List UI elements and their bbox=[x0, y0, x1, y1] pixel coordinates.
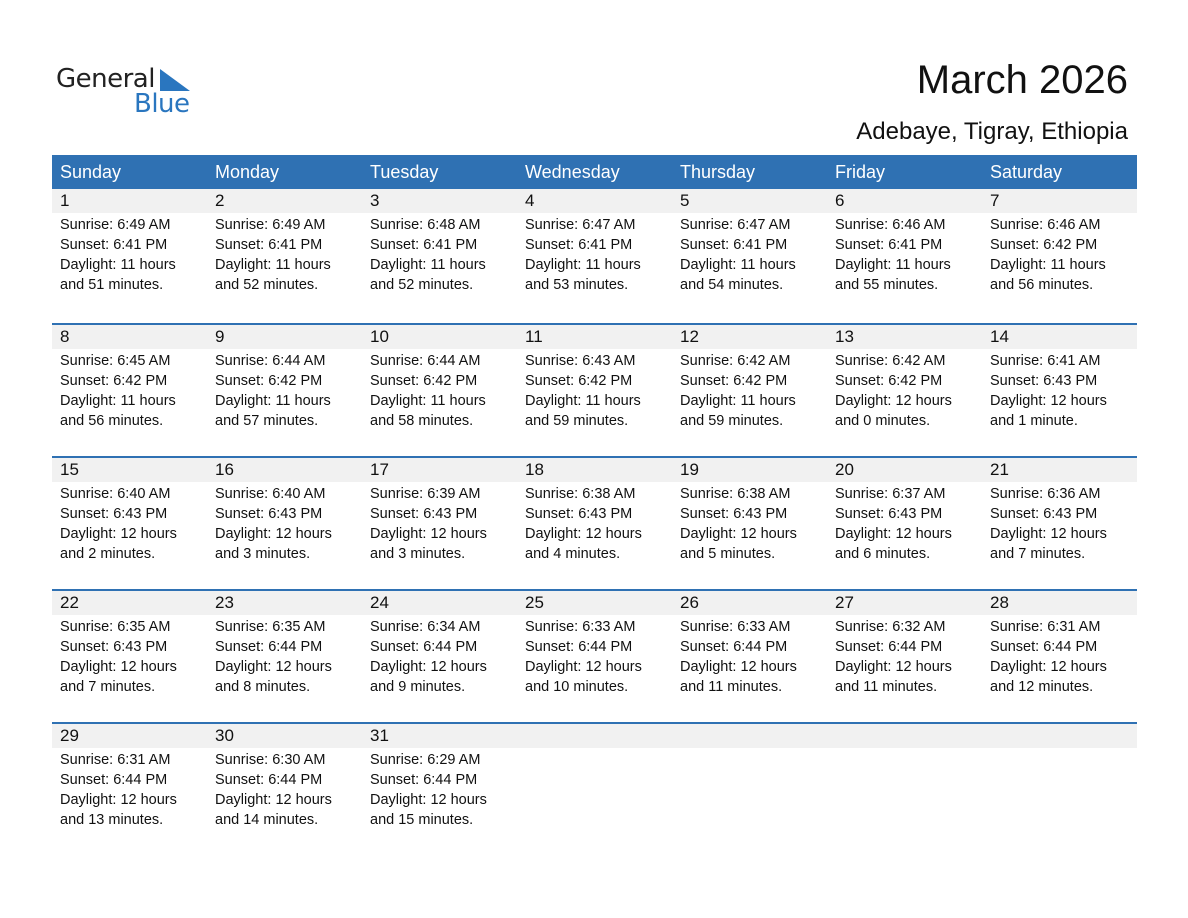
daylight-text: and 3 minutes. bbox=[215, 546, 311, 562]
sunrise-text: Sunrise: 6:35 AM bbox=[60, 619, 171, 635]
daylight-text: Daylight: 11 hours bbox=[990, 257, 1106, 273]
sunrise-text: Sunrise: 6:45 AM bbox=[60, 353, 171, 369]
daylight-text: and 2 minutes. bbox=[60, 546, 156, 562]
sunrise-text: Sunrise: 6:37 AM bbox=[835, 486, 946, 502]
daylight-text: Daylight: 12 hours bbox=[60, 526, 177, 542]
daylight-text: and 5 minutes. bbox=[680, 546, 776, 562]
sunset-text: Sunset: 6:42 PM bbox=[680, 373, 788, 389]
daylight-text: Daylight: 11 hours bbox=[680, 393, 796, 409]
sunset-text: Sunset: 6:41 PM bbox=[60, 237, 168, 253]
sunset-text: Sunset: 6:41 PM bbox=[525, 237, 633, 253]
daylight-text: Daylight: 11 hours bbox=[835, 257, 951, 273]
daylight-text: and 4 minutes. bbox=[525, 546, 621, 562]
daylight-text: and 8 minutes. bbox=[215, 679, 311, 695]
day-number bbox=[982, 724, 1137, 748]
day-number bbox=[672, 724, 827, 748]
day-cell bbox=[207, 482, 362, 564]
daylight-text: and 56 minutes. bbox=[990, 277, 1094, 293]
sunrise-text: Sunrise: 6:40 AM bbox=[215, 486, 326, 502]
daylight-text: and 14 minutes. bbox=[215, 812, 319, 828]
day-cell bbox=[982, 748, 1137, 830]
sunrise-text: Sunrise: 6:36 AM bbox=[990, 486, 1101, 502]
day-number: 18 bbox=[525, 460, 544, 479]
date-strip bbox=[52, 189, 1137, 213]
day-cell bbox=[362, 482, 517, 564]
sunset-text: Sunset: 6:42 PM bbox=[370, 373, 478, 389]
sunset-text: Sunset: 6:42 PM bbox=[60, 373, 168, 389]
logo-triangle-icon bbox=[160, 69, 190, 91]
sun-info-row bbox=[52, 349, 1137, 431]
sunrise-text: Sunrise: 6:31 AM bbox=[990, 619, 1101, 635]
sunset-text: Sunset: 6:44 PM bbox=[680, 639, 788, 655]
daylight-text: Daylight: 12 hours bbox=[215, 526, 332, 542]
daylight-text: and 57 minutes. bbox=[215, 413, 319, 429]
day-number: 4 bbox=[525, 191, 535, 210]
weekday-tuesday: Tuesday bbox=[370, 162, 439, 182]
day-number: 9 bbox=[215, 327, 225, 346]
sunrise-text: Sunrise: 6:40 AM bbox=[60, 486, 171, 502]
daylight-text: and 53 minutes. bbox=[525, 277, 629, 293]
daylight-text: and 3 minutes. bbox=[370, 546, 466, 562]
weekday-sunday: Sunday bbox=[60, 162, 122, 182]
daylight-text: Daylight: 12 hours bbox=[525, 526, 642, 542]
daylight-text: Daylight: 11 hours bbox=[215, 393, 331, 409]
day-number: 12 bbox=[680, 327, 699, 346]
week-row bbox=[52, 589, 1137, 722]
day-cell bbox=[827, 349, 982, 431]
day-number: 2 bbox=[215, 191, 225, 210]
day-cell bbox=[672, 213, 827, 295]
daylight-text: Daylight: 11 hours bbox=[60, 393, 176, 409]
weekday-thursday: Thursday bbox=[680, 162, 756, 182]
sunrise-text: Sunrise: 6:31 AM bbox=[60, 752, 171, 768]
day-cell bbox=[207, 349, 362, 431]
page-title: March 2026 bbox=[916, 58, 1128, 102]
daylight-text: and 56 minutes. bbox=[60, 413, 164, 429]
daylight-text: Daylight: 12 hours bbox=[215, 659, 332, 675]
day-number: 30 bbox=[215, 726, 234, 745]
daylight-text: and 11 minutes. bbox=[680, 679, 783, 695]
sun-info-row bbox=[52, 482, 1137, 564]
sunset-text: Sunset: 6:41 PM bbox=[370, 237, 478, 253]
day-number: 21 bbox=[990, 460, 1009, 479]
daylight-text: and 55 minutes. bbox=[835, 277, 939, 293]
sunset-text: Sunset: 6:43 PM bbox=[990, 506, 1098, 522]
daylight-text: Daylight: 12 hours bbox=[680, 526, 797, 542]
day-number: 28 bbox=[990, 593, 1009, 612]
daylight-text: and 10 minutes. bbox=[525, 679, 629, 695]
sunrise-text: Sunrise: 6:44 AM bbox=[215, 353, 326, 369]
sunset-text: Sunset: 6:44 PM bbox=[215, 772, 323, 788]
day-cell bbox=[207, 748, 362, 830]
daylight-text: Daylight: 11 hours bbox=[680, 257, 796, 273]
day-cell bbox=[207, 615, 362, 697]
daylight-text: Daylight: 11 hours bbox=[215, 257, 331, 273]
daylight-text: Daylight: 12 hours bbox=[990, 393, 1107, 409]
day-cell bbox=[517, 213, 672, 295]
day-cell bbox=[362, 213, 517, 295]
day-cell bbox=[52, 349, 207, 431]
sunset-text: Sunset: 6:44 PM bbox=[525, 639, 633, 655]
sunset-text: Sunset: 6:43 PM bbox=[60, 506, 168, 522]
day-number: 22 bbox=[60, 593, 79, 612]
calendar-grid bbox=[52, 155, 1137, 855]
sunrise-text: Sunrise: 6:42 AM bbox=[680, 353, 791, 369]
daylight-text: and 52 minutes. bbox=[215, 277, 319, 293]
daylight-text: Daylight: 12 hours bbox=[680, 659, 797, 675]
sunrise-text: Sunrise: 6:42 AM bbox=[835, 353, 946, 369]
day-number: 5 bbox=[680, 191, 690, 210]
day-number: 3 bbox=[370, 191, 380, 210]
sunrise-text: Sunrise: 6:39 AM bbox=[370, 486, 481, 502]
daylight-text: and 9 minutes. bbox=[370, 679, 466, 695]
sunrise-text: Sunrise: 6:46 AM bbox=[990, 217, 1101, 233]
sunset-text: Sunset: 6:43 PM bbox=[215, 506, 323, 522]
sunrise-text: Sunrise: 6:47 AM bbox=[680, 217, 791, 233]
weekday-monday: Monday bbox=[215, 162, 280, 182]
day-number: 27 bbox=[835, 593, 854, 612]
sunrise-text: Sunrise: 6:30 AM bbox=[215, 752, 326, 768]
daylight-text: and 1 minute. bbox=[990, 413, 1078, 429]
sunset-text: Sunset: 6:43 PM bbox=[990, 373, 1098, 389]
daylight-text: and 58 minutes. bbox=[370, 413, 474, 429]
date-strip bbox=[52, 724, 1137, 748]
day-number bbox=[517, 724, 672, 748]
day-number: 26 bbox=[680, 593, 699, 612]
daylight-text: Daylight: 12 hours bbox=[370, 792, 487, 808]
week-row bbox=[52, 722, 1137, 855]
sunrise-text: Sunrise: 6:43 AM bbox=[525, 353, 636, 369]
day-cell bbox=[982, 213, 1137, 295]
day-cell bbox=[207, 213, 362, 295]
week-row bbox=[52, 189, 1137, 323]
day-number: 31 bbox=[370, 726, 389, 745]
daylight-text: and 7 minutes. bbox=[60, 679, 156, 695]
day-cell bbox=[517, 482, 672, 564]
sun-info-row bbox=[52, 748, 1137, 830]
day-number: 23 bbox=[215, 593, 234, 612]
day-cell bbox=[982, 349, 1137, 431]
day-number: 15 bbox=[60, 460, 79, 479]
daylight-text: Daylight: 12 hours bbox=[835, 526, 952, 542]
day-cell bbox=[362, 349, 517, 431]
daylight-text: Daylight: 12 hours bbox=[835, 393, 952, 409]
day-cell bbox=[982, 482, 1137, 564]
sunrise-text: Sunrise: 6:47 AM bbox=[525, 217, 636, 233]
sunset-text: Sunset: 6:43 PM bbox=[370, 506, 478, 522]
logo-text-general: General bbox=[56, 64, 155, 94]
sunset-text: Sunset: 6:41 PM bbox=[680, 237, 788, 253]
sunrise-text: Sunrise: 6:49 AM bbox=[215, 217, 326, 233]
sunset-text: Sunset: 6:44 PM bbox=[835, 639, 943, 655]
day-cell bbox=[827, 615, 982, 697]
sun-info-row bbox=[52, 615, 1137, 697]
weekday-wednesday: Wednesday bbox=[525, 162, 620, 182]
sun-info-row bbox=[52, 213, 1137, 295]
day-number: 1 bbox=[60, 191, 70, 210]
sunrise-text: Sunrise: 6:29 AM bbox=[370, 752, 481, 768]
day-number bbox=[827, 724, 982, 748]
sunset-text: Sunset: 6:43 PM bbox=[680, 506, 788, 522]
day-cell bbox=[517, 349, 672, 431]
day-number: 16 bbox=[215, 460, 234, 479]
day-number: 20 bbox=[835, 460, 854, 479]
daylight-text: Daylight: 11 hours bbox=[60, 257, 176, 273]
daylight-text: and 15 minutes. bbox=[370, 812, 474, 828]
sunset-text: Sunset: 6:44 PM bbox=[370, 772, 478, 788]
day-cell bbox=[517, 615, 672, 697]
daylight-text: Daylight: 12 hours bbox=[835, 659, 952, 675]
day-cell bbox=[52, 213, 207, 295]
sunrise-text: Sunrise: 6:38 AM bbox=[525, 486, 636, 502]
daylight-text: and 0 minutes. bbox=[835, 413, 931, 429]
daylight-text: Daylight: 12 hours bbox=[370, 659, 487, 675]
day-number: 13 bbox=[835, 327, 854, 346]
daylight-text: and 52 minutes. bbox=[370, 277, 474, 293]
date-strip bbox=[52, 325, 1137, 349]
day-cell bbox=[362, 615, 517, 697]
day-cell bbox=[827, 482, 982, 564]
day-cell bbox=[672, 748, 827, 830]
day-cell bbox=[672, 482, 827, 564]
sunset-text: Sunset: 6:43 PM bbox=[60, 639, 168, 655]
day-number: 6 bbox=[835, 191, 845, 210]
sunrise-text: Sunrise: 6:34 AM bbox=[370, 619, 481, 635]
sunset-text: Sunset: 6:42 PM bbox=[525, 373, 633, 389]
day-cell bbox=[52, 615, 207, 697]
sunset-text: Sunset: 6:44 PM bbox=[370, 639, 478, 655]
week-row bbox=[52, 456, 1137, 589]
day-cell bbox=[672, 615, 827, 697]
day-number: 14 bbox=[990, 327, 1009, 346]
sunrise-text: Sunrise: 6:38 AM bbox=[680, 486, 791, 502]
date-strip bbox=[52, 591, 1137, 615]
daylight-text: and 6 minutes. bbox=[835, 546, 931, 562]
sunrise-text: Sunrise: 6:49 AM bbox=[60, 217, 171, 233]
day-cell bbox=[52, 482, 207, 564]
day-number: 24 bbox=[370, 593, 389, 612]
sunrise-text: Sunrise: 6:33 AM bbox=[525, 619, 636, 635]
daylight-text: and 11 minutes. bbox=[835, 679, 938, 695]
weekday-saturday: Saturday bbox=[990, 162, 1063, 182]
sunset-text: Sunset: 6:44 PM bbox=[990, 639, 1098, 655]
sunset-text: Sunset: 6:41 PM bbox=[215, 237, 323, 253]
daylight-text: and 59 minutes. bbox=[525, 413, 629, 429]
daylight-text: and 54 minutes. bbox=[680, 277, 784, 293]
daylight-text: Daylight: 11 hours bbox=[525, 257, 641, 273]
location-subtitle: Adebaye, Tigray, Ethiopia bbox=[856, 118, 1128, 145]
daylight-text: Daylight: 12 hours bbox=[215, 792, 332, 808]
sunrise-text: Sunrise: 6:44 AM bbox=[370, 353, 481, 369]
daylight-text: Daylight: 12 hours bbox=[525, 659, 642, 675]
sunrise-text: Sunrise: 6:32 AM bbox=[835, 619, 946, 635]
daylight-text: Daylight: 12 hours bbox=[990, 659, 1107, 675]
sunset-text: Sunset: 6:44 PM bbox=[60, 772, 168, 788]
weekday-header-row bbox=[52, 155, 1137, 189]
date-strip bbox=[52, 458, 1137, 482]
daylight-text: and 13 minutes. bbox=[60, 812, 164, 828]
daylight-text: Daylight: 12 hours bbox=[370, 526, 487, 542]
day-cell bbox=[362, 748, 517, 830]
day-cell bbox=[982, 615, 1137, 697]
daylight-text: Daylight: 11 hours bbox=[370, 257, 486, 273]
generalblue-logo bbox=[56, 62, 206, 122]
sunrise-text: Sunrise: 6:41 AM bbox=[990, 353, 1101, 369]
logo-text-blue: Blue bbox=[134, 89, 190, 119]
daylight-text: and 7 minutes. bbox=[990, 546, 1086, 562]
weeks-container bbox=[52, 189, 1137, 855]
sunrise-text: Sunrise: 6:33 AM bbox=[680, 619, 791, 635]
sunset-text: Sunset: 6:41 PM bbox=[835, 237, 943, 253]
daylight-text: and 12 minutes. bbox=[990, 679, 1094, 695]
daylight-text: Daylight: 12 hours bbox=[60, 792, 177, 808]
day-number: 25 bbox=[525, 593, 544, 612]
sunset-text: Sunset: 6:42 PM bbox=[215, 373, 323, 389]
sunrise-text: Sunrise: 6:46 AM bbox=[835, 217, 946, 233]
day-cell bbox=[827, 748, 982, 830]
sunset-text: Sunset: 6:42 PM bbox=[990, 237, 1098, 253]
day-cell bbox=[52, 748, 207, 830]
daylight-text: and 51 minutes. bbox=[60, 277, 164, 293]
daylight-text: Daylight: 11 hours bbox=[370, 393, 486, 409]
sunset-text: Sunset: 6:43 PM bbox=[835, 506, 943, 522]
day-cell bbox=[827, 213, 982, 295]
sunset-text: Sunset: 6:43 PM bbox=[525, 506, 633, 522]
daylight-text: Daylight: 12 hours bbox=[60, 659, 177, 675]
day-number: 19 bbox=[680, 460, 699, 479]
week-row bbox=[52, 323, 1137, 456]
day-number: 17 bbox=[370, 460, 389, 479]
day-number: 10 bbox=[370, 327, 389, 346]
day-number: 8 bbox=[60, 327, 70, 346]
daylight-text: Daylight: 11 hours bbox=[525, 393, 641, 409]
daylight-text: and 59 minutes. bbox=[680, 413, 784, 429]
day-cell bbox=[517, 748, 672, 830]
sunset-text: Sunset: 6:44 PM bbox=[215, 639, 323, 655]
sunset-text: Sunset: 6:42 PM bbox=[835, 373, 943, 389]
sunrise-text: Sunrise: 6:48 AM bbox=[370, 217, 481, 233]
day-cell bbox=[672, 349, 827, 431]
day-number: 11 bbox=[525, 327, 543, 346]
day-number: 7 bbox=[990, 191, 1000, 210]
day-number: 29 bbox=[60, 726, 79, 745]
daylight-text: Daylight: 12 hours bbox=[990, 526, 1107, 542]
sunrise-text: Sunrise: 6:35 AM bbox=[215, 619, 326, 635]
weekday-friday: Friday bbox=[835, 162, 886, 182]
